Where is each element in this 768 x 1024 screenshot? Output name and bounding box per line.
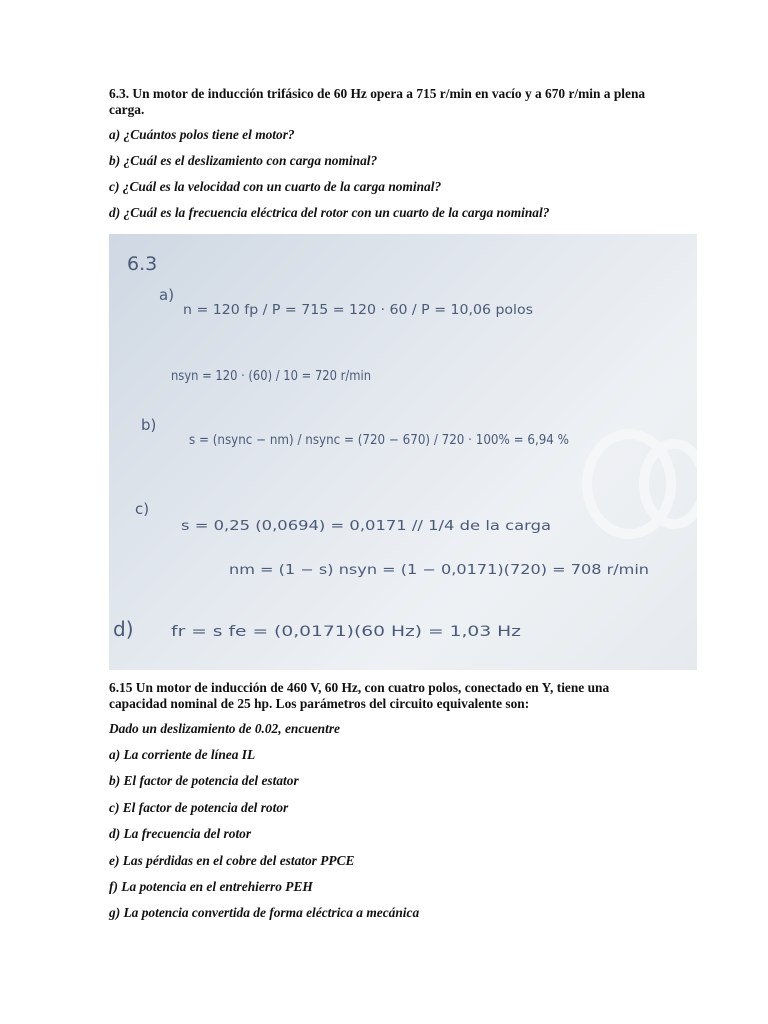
handwritten-notes [109,234,697,670]
hw-a-line1: n = 120 fp / P = 715 = 120 · 60 / P = 10,06 polos [183,303,534,318]
question-c: c) ¿Cuál es la velocidad con un cuarto de la carga nominal? [109,179,442,194]
hw-c-line1: s = 0,25 (0,0694) = 0,0171 // 1/4 de la carga [181,519,551,534]
hw-label-d: d) [113,617,134,641]
item-d: d) La frecuencia del rotor [109,826,252,842]
question-b: b) ¿Cuál es el deslizamiento con carga nominal? [109,153,378,168]
hw-label-a: a) [159,286,175,304]
hw-b-line: s = (nsync − nm) / nsync = (720 − 670) / 720 · 100% = 6,94 % [189,433,569,448]
item-c: c) El factor de potencia del rotor [109,799,289,815]
handwritten-solution-photo [109,234,697,670]
problem-6-3-statement: 6.3. Un motor de inducción trifásico de 60 Hz opera a 715 r/min en vacío y a 670 r/min a plena carga. [109,86,646,117]
item-a: a) La corriente de línea IL [109,747,256,762]
item-f: f) La potencia en el entrehierro PEH [109,878,313,894]
hw-d-line: fr = s fe = (0,0171)(60 Hz) = 1,03 Hz [171,624,521,640]
problem-6-3 [109,86,669,231]
item-e: e) Las pérdidas en el cobre del estator PPCE [109,852,355,868]
item-b: b) El factor de potencia del estator [109,773,299,789]
item-g: g) La potencia convertida de forma eléctrica a mecánica [109,905,420,921]
problem-6-15-statement: 6.15 Un motor de inducción de 460 V, 60 Hz, con cuatro polos, conectado en Y, tiene una capacidad nominal de 25 hp. Los parámetros del circuito equivalente son: [109,680,610,711]
problem-6-15-given: Dado un deslizamiento de 0.02, encuentre [109,721,340,736]
hw-a-line2: nsyn = 120 · (60) / 10 = 720 r/min [171,369,371,384]
question-d: d) ¿Cuál es la frecuencia eléctrica del rotor con un cuarto de la carga nominal? [109,205,550,220]
problem-6-15 [109,680,669,932]
hw-label-b: b) [141,416,157,434]
hw-label-c: c) [135,500,150,518]
hw-problem-number: 6.3 [127,253,158,275]
question-a: a) ¿Cuántos polos tiene el motor? [109,127,295,142]
hw-c-line2: nm = (1 − s) nsyn = (1 − 0,0171)(720) = 708 r/min [229,563,649,578]
